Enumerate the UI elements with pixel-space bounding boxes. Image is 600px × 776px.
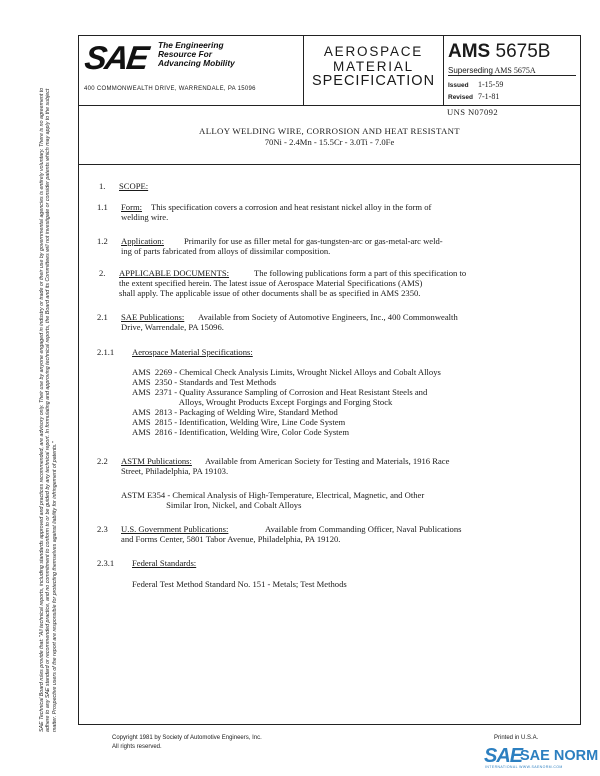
section-heading-form: Form:	[121, 202, 143, 212]
section-number: 1.	[99, 181, 106, 191]
sae-logo: SAE	[82, 39, 150, 76]
section-heading-us-government: U.S. Government Publications:	[121, 524, 229, 534]
revised-value: 7-1-81	[478, 92, 500, 101]
rights-notice: All rights reserved.	[112, 744, 162, 750]
tagline-line: Advancing Mobility	[158, 58, 235, 68]
section-number: 2.3	[97, 524, 108, 534]
revised-label: Revised	[448, 94, 473, 101]
paragraph-line: The following publications form a part of this specification to	[254, 268, 467, 278]
document-number	[448, 41, 550, 63]
tagline-line: The Engineering	[158, 40, 224, 50]
section-heading-documents: APPLICABLE DOCUMENTS:	[119, 268, 230, 278]
superseding-line	[448, 66, 576, 76]
reference-item: AMS 2816 - Identification, Welding Wire, Color Code System	[132, 427, 350, 437]
document-frame	[78, 35, 581, 725]
reference-item: Similar Iron, Nickel, and Cobalt Alloys	[121, 500, 302, 510]
paragraph-line: Drive, Warrendale, PA 15096.	[121, 322, 224, 332]
reference-item: AMS 2815 - Identification, Welding Wire, Line Code System	[132, 417, 346, 427]
title-line: AEROSPACE	[323, 44, 424, 59]
paragraph-line: Available from Society of Automotive Engineers, Inc., 400 Commonwealth	[198, 312, 458, 322]
document-subtitle: 70Ni - 2.4Mn - 15.5Cr - 3.0Ti - 7.0Fe	[264, 137, 395, 147]
paragraph-line: the extent specified herein. The latest issue of Aerospace Material Specifications (AMS)	[119, 278, 423, 288]
doc-prefix: AMS	[448, 41, 491, 62]
saenorm-watermark	[484, 745, 599, 771]
title-line: SPECIFICATION	[311, 73, 436, 89]
paragraph-line: welding wire.	[121, 212, 169, 222]
paragraph-line: Street, Philadelphia, PA 19103.	[121, 466, 229, 476]
section-number: 2.2	[97, 456, 108, 466]
section-number: 2.	[99, 268, 106, 278]
spec-type-title	[303, 36, 444, 105]
uns-number: UNS N07092	[447, 107, 499, 117]
paragraph-line: Available from American Society for Testing and Materials, 1916 Race	[205, 456, 450, 466]
superseding-value: AMS 5675A	[494, 66, 536, 75]
doc-number-value: 5675B	[495, 41, 551, 62]
section-number: 2.3.1	[97, 558, 115, 568]
section-number: 2.1.1	[97, 347, 115, 357]
title-line: MATERIAL	[333, 59, 414, 74]
reference-item: ASTM E354 - Chemical Analysis of High-Temperature, Electrical, Magnetic, and Other	[121, 490, 425, 500]
reference-item: Federal Test Method Standard No. 151 - Metals; Test Methods	[132, 579, 347, 589]
section-number: 1.2	[97, 236, 108, 246]
document-title: ALLOY WELDING WIRE, CORROSION AND HEAT RESISTANT	[199, 126, 460, 136]
section-heading-ams: Aerospace Material Specifications:	[132, 347, 253, 357]
paragraph-line: and Forms Center, 5801 Tabor Avenue, Philadelphia, PA 19120.	[121, 534, 341, 544]
document-id-block	[444, 36, 580, 105]
reference-item: Alloys, Wrought Products Except Forgings and Forging Stock	[132, 397, 393, 407]
copyright-notice: Copyright 1981 by Society of Automotive Engineers, Inc.	[112, 735, 262, 741]
section-heading-scope: SCOPE:	[119, 181, 149, 191]
issued-value: 1-15-59	[478, 80, 504, 89]
paragraph-line: Primarily for use as filler metal for gas-tungsten-arc or gas-metal-arc weld-	[184, 236, 443, 246]
sae-address: 400 COMMONWEALTH DRIVE, WARRENDALE, PA 15096	[84, 86, 256, 92]
section-heading-application: Application:	[121, 236, 164, 246]
reference-item: AMS 2269 - Chemical Check Analysis Limits, Wrought Nickel Alloys and Cobalt Alloys	[132, 367, 441, 377]
paragraph-line: Available from Commanding Officer, Naval Publications	[265, 524, 462, 534]
reference-item: AMS 2350 - Standards and Test Methods	[132, 377, 277, 387]
reference-item: AMS 2813 - Packaging of Welding Wire, Standard Method	[132, 407, 338, 417]
sae-tagline	[158, 41, 235, 68]
disclaimer-note: SAE Technical Board rules provide that: "All technical reports, including standards approved and practices recommended, are advisory only. Their use by anyone engaged in industry or trade or their use by governmental agencies is entirely voluntary. There is no agreement to adhere to any SAE standard or recommended practice, and no commitment to conform to or be guided by any technical report. In formulating and approving technical reports, the Board and its Committees will not investigate or consider patents which may apply to the subject matter. Prospective users of the report are responsible for protecting themselves against liability for infringement of patents."	[39, 87, 58, 732]
paragraph-line: ing of parts fabricated from alloys of dissimilar composition.	[121, 246, 331, 256]
issue-dates	[448, 79, 503, 103]
paragraph-line: shall apply. The applicable issue of other documents shall be as specified in AMS 2350.	[119, 288, 421, 298]
document-header	[79, 36, 580, 106]
section-heading-federal-standards: Federal Standards:	[132, 558, 197, 568]
section-number: 1.1	[97, 202, 108, 212]
issued-label: Issued	[448, 82, 469, 89]
tagline-line: Resource For	[158, 49, 212, 59]
printed-notice: Printed in U.S.A.	[494, 735, 539, 741]
saenorm-logo: SAE	[484, 745, 523, 767]
paragraph-line: This specification covers a corrosion and heat resistant nickel alloy in the form of	[151, 202, 432, 212]
section-heading-astm-publications: ASTM Publications:	[121, 456, 192, 466]
saenorm-subtext: INTERNATIONAL WWW.SAENORM.COM	[485, 765, 563, 769]
saenorm-text: SAE NORM	[520, 748, 599, 764]
title-divider	[79, 164, 580, 165]
superseding-label: Superseding	[448, 66, 493, 75]
section-heading-sae-publications: SAE Publications:	[121, 312, 185, 322]
sae-logo-block	[79, 36, 303, 105]
reference-item: AMS 2371 - Quality Assurance Sampling of Corrosion and Heat Resistant Steels and	[132, 387, 428, 397]
section-number: 2.1	[97, 312, 108, 322]
